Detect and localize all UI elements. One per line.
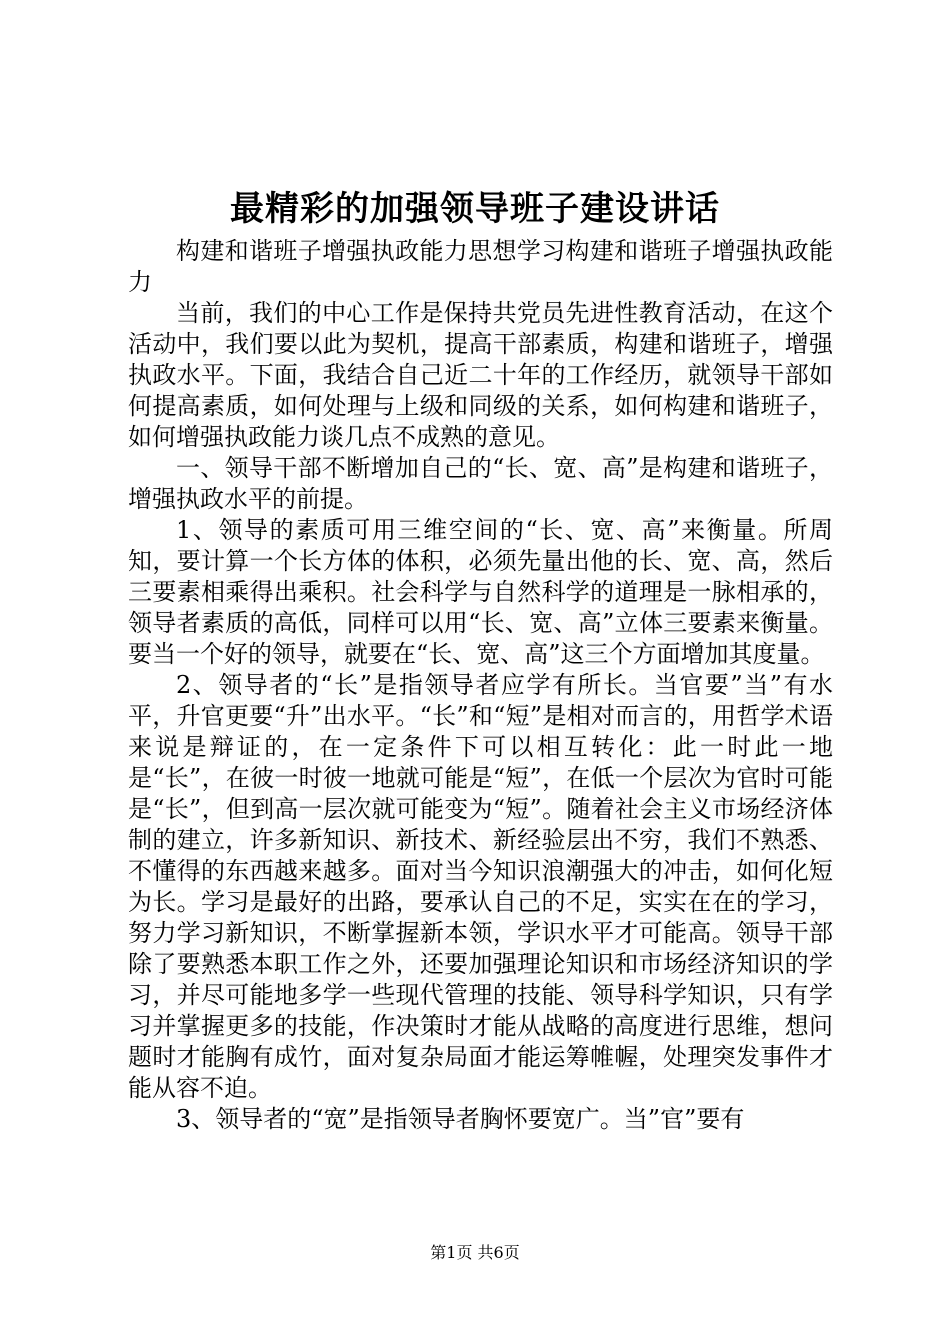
- document-title: 最精彩的加强领导班子建设讲话: [230, 189, 720, 229]
- paragraph-point-3: 3、领导者的“宽”是指领导者胸怀要宽广。当”官”要有: [176, 1105, 745, 1133]
- paragraph-section-1: 一、领导干部不断增加自己的“长、宽、高”是构建和谐班子，增强执政水平的前提。: [128, 454, 833, 513]
- paragraph-intro: 当前，我们的中心工作是保持共党员先进性教育活动，在这个活动中，我们要以此为契机，提高干部素质，构建和谐班子，增强执政水平。下面，我结合自己近二十年的工作经历，就领导干部如何提高素质，如何处理与上级和同级的关系，如何构建和谐班子，如何增强执政能力谈几点不成熟的意见。: [128, 299, 833, 451]
- paragraph-point-2: 2、领导者的“长”是指领导者应学有所长。当官要”当”有水平，升官更要“升”出水平。“长”和“短”是相对而言的，用哲学术语来说是辩证的，在一定条件下可以相互转化：此一时此一地是“长”，在彼一时彼一地就可能是“短”，在低一个层次为官时可能是“长”，但到高一层次就可能变为“短”。随着社会主义市场经济体制的建立，许多新知识、新技术、新经验层出不穷，我们不熟悉、不懂得的东西越来越多。面对当今知识浪潮强大的冲击，如何化短为长。学习是最好的出路，要承认自己的不足，实实在在的学习，努力学习新知识，不断掌握新本领，学识水平才可能高。领导干部除了要熟悉本职工作之外，还要加强理论知识和市场经济知识的学习，并尽可能地多学一些现代管理的技能、领导科学知识，只有学习并掌握更多的技能，作决策时才能从战略的高度进行思维，想问题时才能胸有成竹，面对复杂局面才能运筹帷幄，处理突发事件才能从容不迫。: [128, 671, 833, 1102]
- page-number-footer: 第1页 共6页: [430, 1243, 520, 1262]
- paragraph-subtitle: 构建和谐班子增强执政能力思想学习构建和谐班子增强执政能力: [128, 237, 833, 296]
- paragraph-point-1: 1、领导的素质可用三维空间的“长、宽、高”来衡量。所周知，要计算一个长方体的体积，必须先量出他的长、宽、高，然后三要素相乘得出乘积。社会科学与自然科学的道理是一脉相承的，领导者素质的高低，同样可以用“长、宽、高”立体三要素来衡量。要当一个好的领导，就要在“长、宽、高”这三个方面增加其度量。: [128, 516, 833, 668]
- document-body: [128, 236, 833, 1135]
